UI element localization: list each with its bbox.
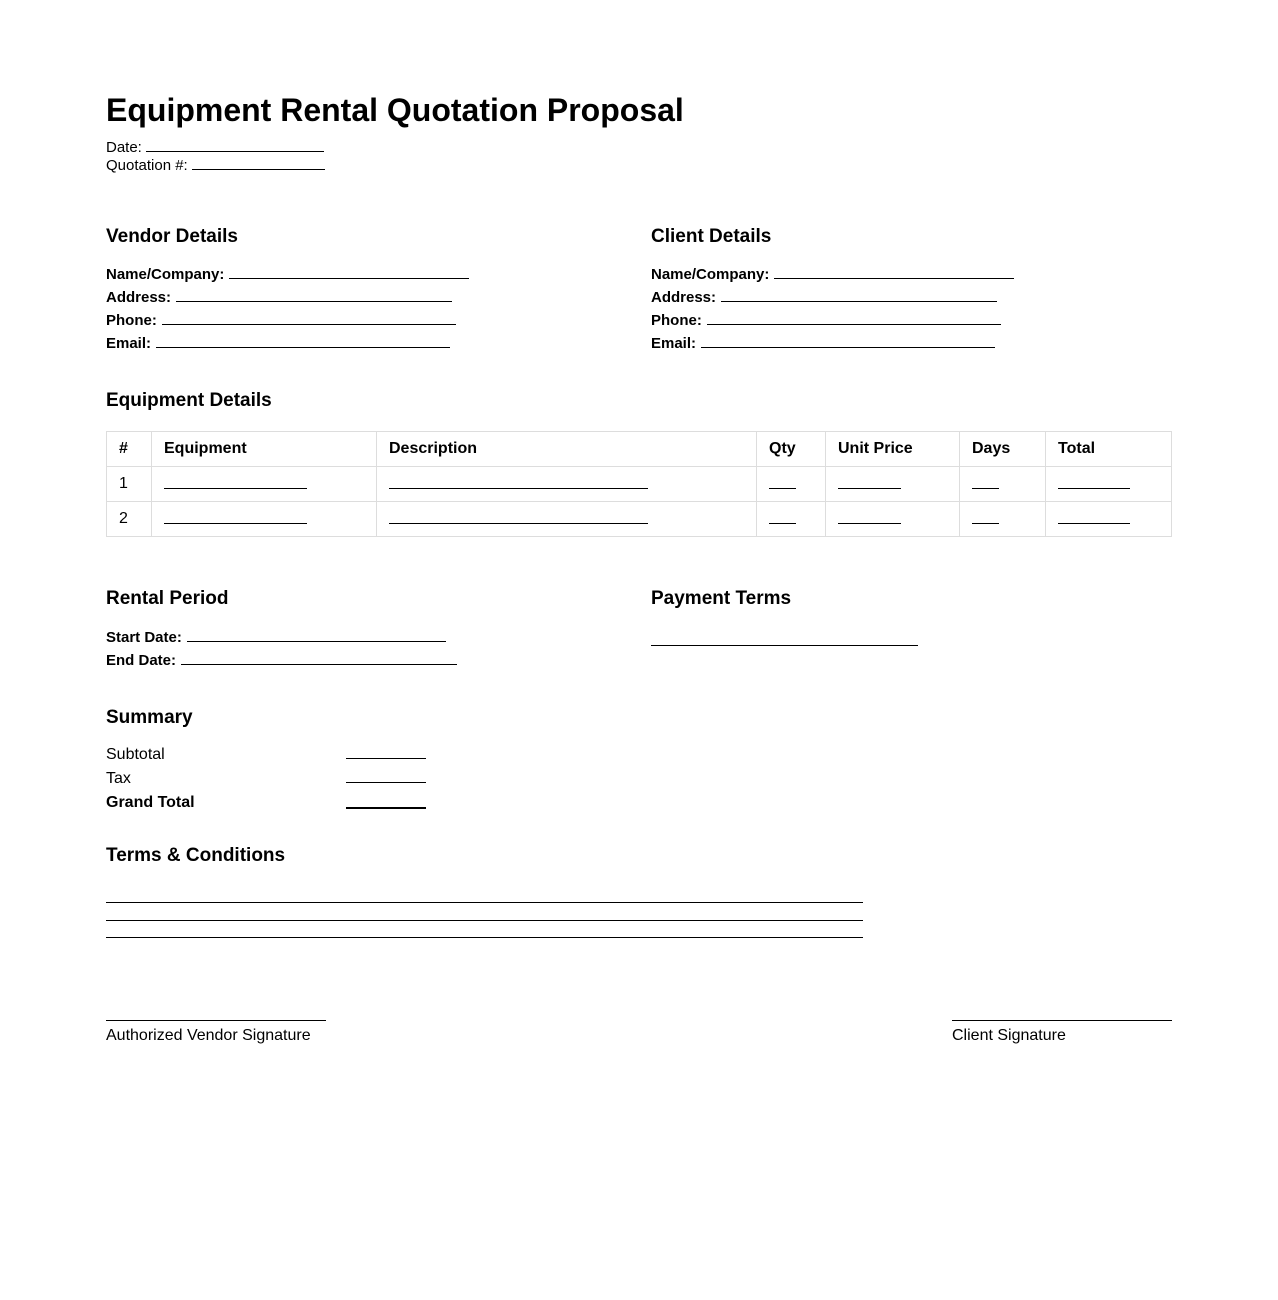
vendor-address-label: Address:	[106, 289, 172, 306]
client-address-field[interactable]	[721, 289, 997, 302]
table-row	[107, 467, 1172, 502]
client-email-field[interactable]	[701, 335, 995, 348]
description-field[interactable]	[389, 474, 648, 489]
grand-total-label: Grand Total	[106, 794, 195, 811]
unit-price-cell	[826, 467, 960, 502]
vendor-email-field[interactable]	[156, 335, 450, 348]
qty-cell	[757, 502, 826, 537]
vendor-fields	[106, 263, 469, 355]
start-date-field[interactable]	[187, 629, 446, 642]
grand-total-row	[106, 791, 436, 815]
vendor-phone-row	[106, 309, 469, 332]
days-cell	[960, 467, 1046, 502]
equipment-cell	[152, 467, 377, 502]
client-email-row	[651, 332, 1014, 355]
equipment-cell	[152, 502, 377, 537]
table-row	[107, 502, 1172, 537]
date-label: Date:	[106, 139, 142, 156]
tax-label: Tax	[106, 770, 131, 787]
unit-price-cell	[826, 502, 960, 537]
total-cell	[1046, 502, 1172, 537]
subtotal-row	[106, 743, 436, 767]
equipment-field[interactable]	[164, 474, 307, 489]
terms-heading: Terms & Conditions	[106, 845, 286, 866]
client-phone-row	[651, 309, 1014, 332]
client-address-row	[651, 286, 1014, 309]
equipment-table	[106, 431, 1172, 537]
days-field[interactable]	[972, 509, 999, 524]
rental-period-fields	[106, 626, 457, 672]
tax-row	[106, 767, 436, 791]
client-name-field[interactable]	[774, 266, 1014, 279]
vendor-name-row	[106, 263, 469, 286]
unit-price-field[interactable]	[838, 509, 901, 524]
col-equipment: Equipment	[152, 432, 377, 467]
vendor-email-label: Email:	[106, 335, 152, 352]
qty-field[interactable]	[769, 474, 796, 489]
client-phone-field[interactable]	[707, 312, 1001, 325]
vendor-address-row	[106, 286, 469, 309]
vendor-name-field[interactable]	[229, 266, 469, 279]
grand-total-field[interactable]	[346, 807, 426, 809]
days-cell	[960, 502, 1046, 537]
subtotal-field[interactable]	[346, 758, 426, 759]
qty-field[interactable]	[769, 509, 796, 524]
client-fields	[651, 263, 1014, 355]
description-cell	[377, 467, 757, 502]
total-cell	[1046, 467, 1172, 502]
col-number: #	[107, 432, 152, 467]
col-description: Description	[377, 432, 757, 467]
client-details-heading: Client Details	[651, 226, 772, 247]
terms-line-1[interactable]	[106, 902, 863, 903]
equipment-details-heading: Equipment Details	[106, 390, 272, 411]
payment-terms-heading: Payment Terms	[651, 588, 792, 609]
qty-cell	[757, 467, 826, 502]
document-title: Equipment Rental Quotation Proposal	[106, 92, 684, 128]
date-row	[106, 139, 324, 157]
description-field[interactable]	[389, 509, 648, 524]
client-phone-label: Phone:	[651, 312, 702, 329]
client-email-label: Email:	[651, 335, 697, 352]
quotation-number-field[interactable]	[192, 157, 325, 170]
description-cell	[377, 502, 757, 537]
unit-price-field[interactable]	[838, 474, 901, 489]
quotation-number-row	[106, 157, 325, 175]
vendor-email-row	[106, 332, 469, 355]
total-field[interactable]	[1058, 509, 1130, 524]
vendor-phone-label: Phone:	[106, 312, 157, 329]
vendor-details-heading: Vendor Details	[106, 226, 238, 247]
end-date-field[interactable]	[181, 652, 457, 665]
subtotal-label: Subtotal	[106, 746, 165, 763]
start-date-label: Start Date:	[106, 629, 182, 646]
total-field[interactable]	[1058, 474, 1130, 489]
client-name-row	[651, 263, 1014, 286]
col-days: Days	[960, 432, 1046, 467]
col-unit-price: Unit Price	[826, 432, 960, 467]
client-name-label: Name/Company:	[651, 266, 770, 283]
vendor-signature-label: Authorized Vendor Signature	[106, 1027, 311, 1044]
col-qty: Qty	[757, 432, 826, 467]
terms-line-3[interactable]	[106, 937, 863, 938]
end-date-row	[106, 649, 457, 672]
vendor-name-label: Name/Company:	[106, 266, 225, 283]
rental-period-heading: Rental Period	[106, 588, 229, 609]
client-signature-line[interactable]	[952, 1020, 1172, 1021]
equipment-field[interactable]	[164, 509, 307, 524]
row-number: 2	[107, 502, 152, 537]
end-date-label: End Date:	[106, 652, 177, 669]
client-address-label: Address:	[651, 289, 717, 306]
payment-terms-field[interactable]	[651, 645, 918, 646]
col-total: Total	[1046, 432, 1172, 467]
client-signature-label: Client Signature	[952, 1027, 1066, 1044]
summary-heading: Summary	[106, 707, 193, 728]
vendor-signature-line[interactable]	[106, 1020, 326, 1021]
vendor-address-field[interactable]	[176, 289, 452, 302]
row-number: 1	[107, 467, 152, 502]
tax-field[interactable]	[346, 782, 426, 783]
start-date-row	[106, 626, 457, 649]
quotation-number-label: Quotation #:	[106, 157, 188, 174]
days-field[interactable]	[972, 474, 999, 489]
table-header-row	[107, 432, 1172, 467]
terms-line-2[interactable]	[106, 920, 863, 921]
date-field[interactable]	[146, 139, 324, 152]
vendor-phone-field[interactable]	[162, 312, 456, 325]
